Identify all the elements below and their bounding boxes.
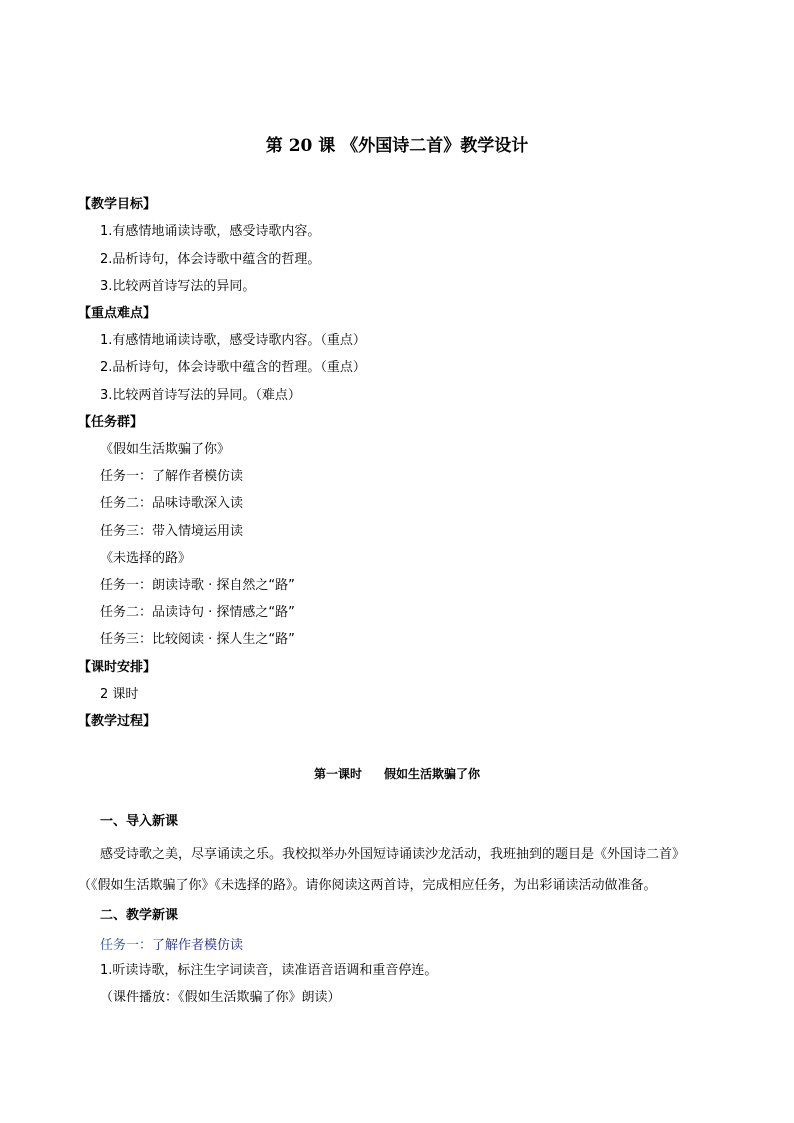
key-item: 1.有感情地诵读诗歌，感受诗歌内容。（重点） xyxy=(100,333,366,348)
lesson-poem: 假如生活欺骗了你 xyxy=(384,767,481,781)
goal-item: 1.有感情地诵读诗歌，感受诗歌内容。 xyxy=(100,224,321,239)
section-heading: 二、教学新课 xyxy=(100,908,179,923)
lesson-label: 第一课时 xyxy=(313,767,362,781)
page-title: 第 20 课 《外国诗二首》教学设计 xyxy=(265,136,529,156)
key-heading: 【重点难点】 xyxy=(78,306,157,321)
section-heading: 一、导入新课 xyxy=(100,814,179,829)
paragraph-line: （《假如生活欺骗了你》《未选择的路》。请你阅读这两首诗，完成相应任务，为出彩诵读活动做准备。 xyxy=(78,878,657,893)
lesson-title xyxy=(0,764,794,784)
step-item: 1.听读诗歌，标注生字词读音，读准语音语调和重音停连。 xyxy=(100,963,438,978)
task-item: 任务三：比较阅读 · 探人生之“路” xyxy=(100,632,295,647)
key-item: 3.比较两首诗写法的异同。（难点） xyxy=(100,388,301,403)
schedule-heading: 【课时安排】 xyxy=(78,660,157,675)
task-item: 任务一：了解作者模仿读 xyxy=(100,469,244,484)
poem-title: 《未选择的路》 xyxy=(100,551,192,566)
goal-item: 2.品析诗句，体会诗歌中蕴含的哲理。 xyxy=(100,252,321,267)
paragraph-line: 感受诗歌之美，尽享诵读之乐。我校拟举办外国短诗诵读沙龙活动，我班抽到的题目是《外国诗二首》 xyxy=(100,847,686,862)
task-item: 任务二：品读诗句 · 探情感之“路” xyxy=(100,605,295,620)
poem-title: 《假如生活欺骗了你》 xyxy=(100,442,231,457)
step-note: （课件播放：《假如生活欺骗了你》朗读） xyxy=(100,990,341,1005)
goals-heading: 【教学目标】 xyxy=(78,197,157,212)
task-item: 任务二：品味诗歌深入读 xyxy=(100,496,244,511)
task-heading xyxy=(100,936,243,956)
tasks-heading: 【任务群】 xyxy=(78,415,144,430)
task-name: 了解作者模仿读 xyxy=(152,938,244,953)
task-item: 任务一：朗读诗歌 · 探自然之“路” xyxy=(100,578,295,593)
schedule-value: 2 课时 xyxy=(100,687,139,702)
key-item: 2.品析诗句，体会诗歌中蕴含的哲理。（重点） xyxy=(100,360,366,375)
task-prefix: 任务一： xyxy=(100,938,153,953)
process-heading: 【教学过程】 xyxy=(78,714,157,729)
goal-item: 3.比较两首诗写法的异同。 xyxy=(100,279,256,294)
task-item: 任务三：带入情境运用读 xyxy=(100,524,244,539)
